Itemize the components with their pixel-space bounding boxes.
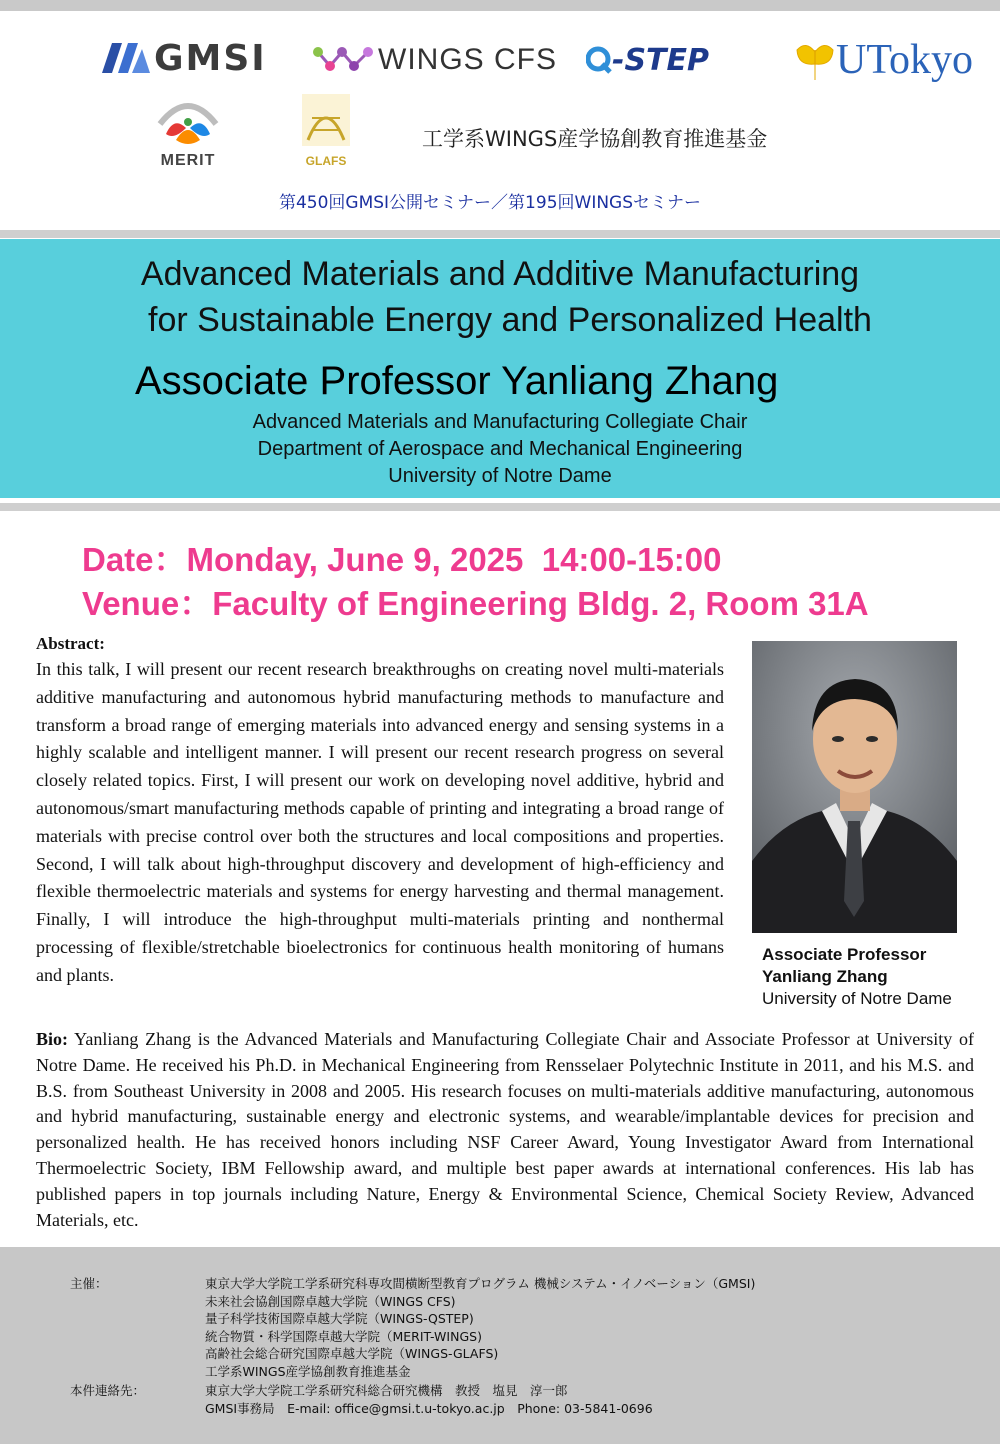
contact-label: 本件連絡先： [70,1383,146,1398]
speaker-portrait-icon [752,641,957,933]
photo-caption-affiliation: University of Notre Dame [762,989,952,1008]
photo-caption-name: Yanliang Zhang [762,967,888,986]
organizer-item: 量子科学技術国際卓越大学院（WINGS-QSTEP) [205,1311,474,1326]
talk-title-line2: for Sustainable Energy and Personalized Health [148,301,872,339]
qstep-logo [586,40,709,80]
bio-paragraph [36,1027,974,1233]
seminar-series-line: 第450回GMSI公開セミナー／第195回WINGSセミナー [278,193,702,213]
glafs-logo [298,90,354,172]
wings-cfs-logo-text: WINGS CFS [378,43,557,76]
affiliation-line3: University of Notre Dame [388,465,612,487]
organizer-label: 主催： [70,1276,108,1291]
gmsi-logo [102,38,267,78]
merit-arch-icon [152,94,224,148]
organizer-item: 東京大学大学院工学系研究科専攻間横断型教育プログラム 機械システム・イノベーション（GMSI) [205,1276,756,1291]
abstract-text: In this talk, I will present our recent research breakthroughs on creating novel multi-materials additive manufacturing and autonomous hybrid manufacturing methods to manufacture and transform a broad range of emerging materials into advanced energy and sensing systems in a highly scalable and intelligent manner. I will present our recent research progress on several closely related topics. First, I will present our work on developing novel additive, hybrid and autonomous/smart manufacturing methods capable of printing and integrating a broad range of materials with precise control over both the structures and local compositions and properties. Second, I will talk about high-throughput discovery and development of high-efficiency and flexible thermoelectric materials and systems for energy harvesting and thermal management. Finally, I will introduce the high-throughput multi-materials printing and nonthermal processing of flexible/stretchable bioelectronics for continuous health monitoring of humans and plants. [36,659,724,985]
bio-label: Bio: [36,1029,69,1049]
merit-logo-text: MERIT [160,152,216,169]
banner-divider-bar [0,503,1000,511]
contact-item: GMSI事務局 E-mail: office@gmsi.t.u-tokyo.ac.jp Phone: 03-5841-0696 [205,1400,653,1416]
header-divider-bar [0,230,1000,238]
talk-title-line1: Advanced Materials and Additive Manufacturing [140,255,860,293]
affiliation-line2: Department of Aerospace and Mechanical Engineering [257,438,743,460]
organizer-list [205,1275,755,1380]
wings-cfs-logo [312,40,557,80]
gmsi-logo-text: GMSI [154,37,267,79]
wings-fund-label: 工学系WINGS産学協創教育推進基金 [422,127,768,151]
qstep-q-icon [586,46,612,74]
organizer-item: 工学系WINGS産学協創教育推進基金 [205,1363,411,1379]
wings-molecule-icon [312,44,374,76]
merit-logo [152,94,224,168]
ginkgo-leaf-icon [794,38,836,82]
glafs-emblem-icon [298,90,354,150]
organizer-item: 未来社会協創国際卓越大学院（WINGS CFS) [205,1293,456,1309]
gmsi-mark-icon [102,43,154,73]
contact-item: 東京大学大学院工学系研究科総合研究機構 教授 塩見 淳一郎 [205,1383,568,1398]
speaker-name: Associate Professor Yanliang Zhang [135,359,779,403]
top-divider-bar [0,0,1000,11]
bio-text: Yanliang Zhang is the Advanced Materials and Manufacturing Collegiate Chair and Associate Professor at University of Notre Dame. He received his Ph.D. in Mechanical Engineering from Rensselaer Polytechnic Institute in 2011, and his M.S. and B.S. from Southeast University in 2008 and 2005. His research focuses on multi-materials additive manufacturing, autonomous and hybrid manufacturing, sustainable energy and electronic systems, and wearable/implantable devices for precision and personalized health. He has received honors including NSF Career Award, Young Investigator Award from International Thermoelectric Society, IBM Fellowship award, and multiple best paper awards at international conferences. His lab has published papers in top journals including Nature, Energy & Environmental Science, Chemical Society Review, Advanced Materials, etc. [36,1029,974,1230]
event-venue: Venue：Faculty of Engineering Bldg. 2, Room 31A [82,585,869,622]
contact-list [205,1382,653,1417]
abstract-heading: Abstract: [36,634,105,653]
utokyo-logo-text: UTokyo [836,37,974,83]
organizer-item: 統合物質・科学国際卓越大学院（MERIT-WINGS) [205,1328,482,1344]
event-date: Date：Monday, June 9, 2025 14:00-15:00 [82,541,722,578]
utokyo-logo [794,36,973,84]
speaker-photo [752,641,957,933]
photo-caption-title: Associate Professor [762,945,927,964]
affiliation-line1: Advanced Materials and Manufacturing Collegiate Chair [252,411,748,433]
qstep-logo-text: -STEP [612,42,710,78]
organizer-item: 高齢社会総合研究国際卓越大学院（WINGS-GLAFS) [205,1346,499,1361]
glafs-logo-text: GLAFS [305,154,347,168]
